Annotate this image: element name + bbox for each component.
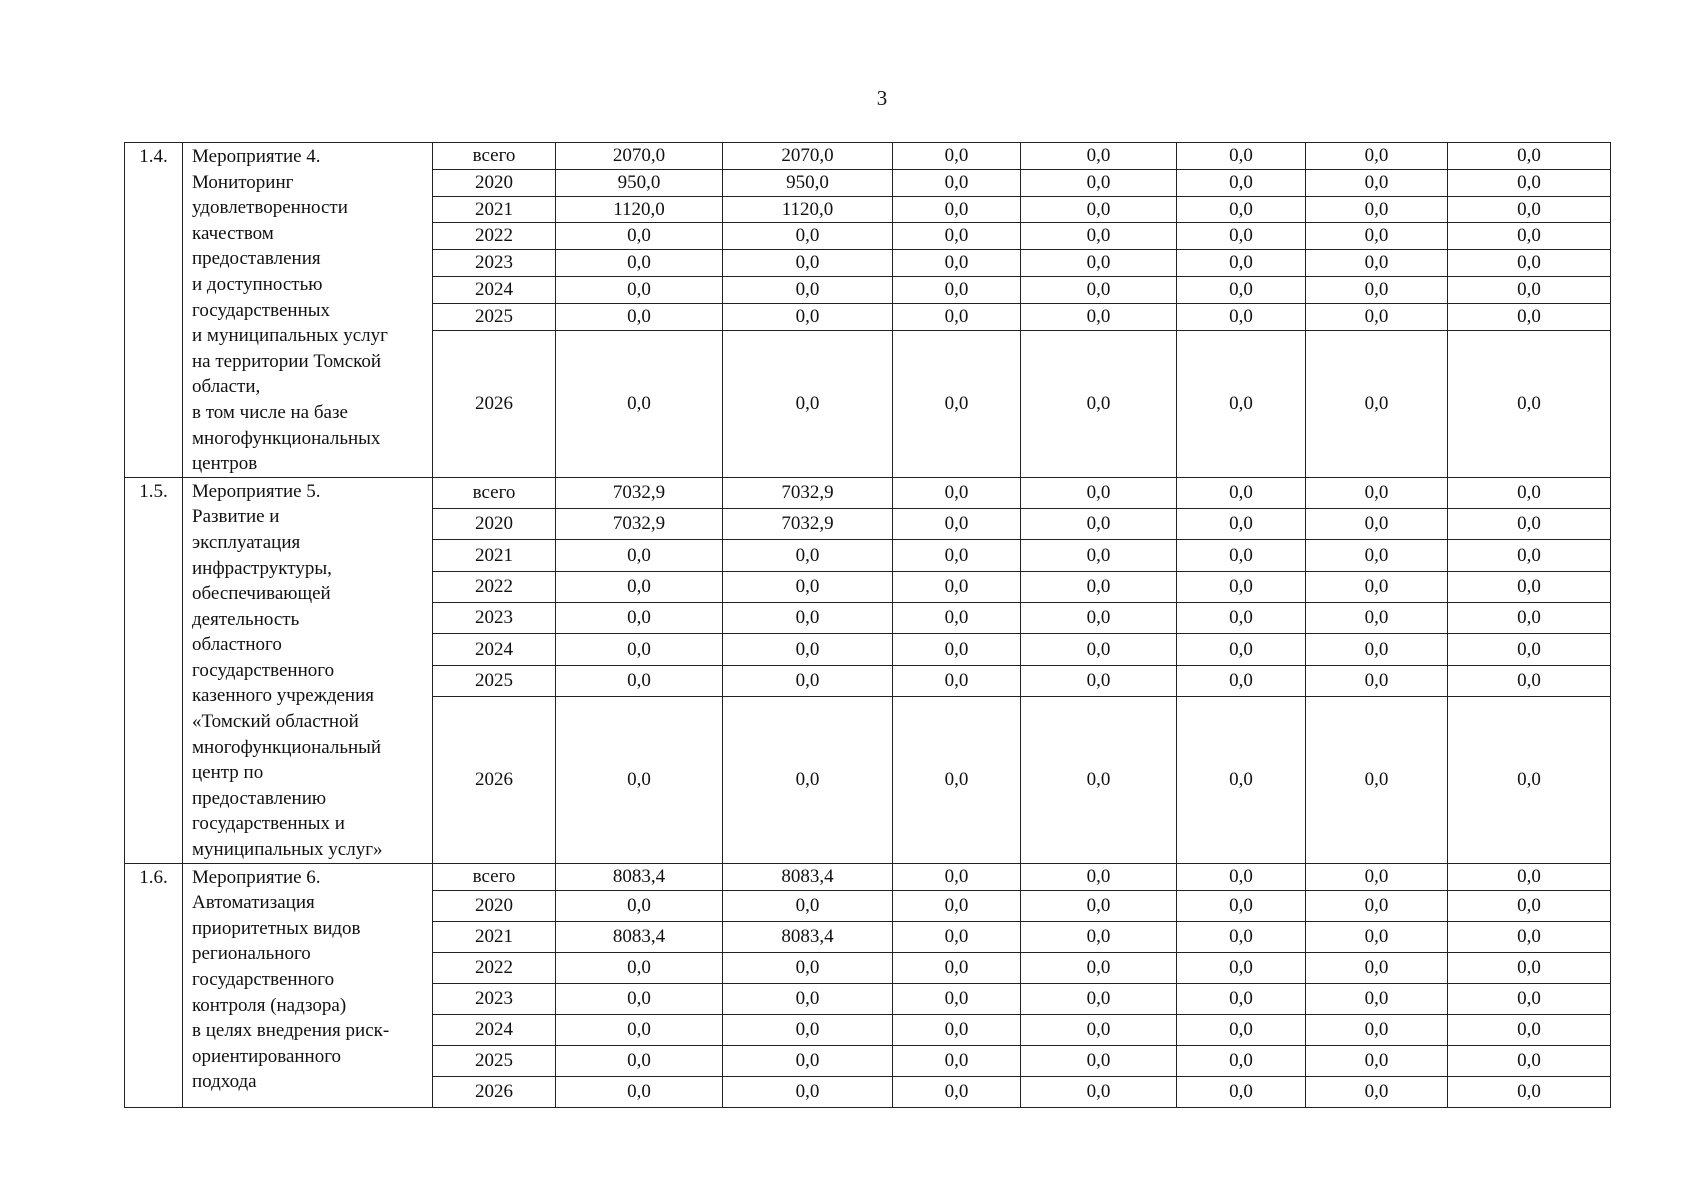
year-cell: 2021 — [433, 921, 556, 952]
value-cell: 0,0 — [723, 330, 893, 477]
measure-name-line: центров — [192, 453, 258, 475]
measure-name-line: на территории Томской — [192, 350, 382, 372]
value-cell: 0,0 — [1448, 1045, 1611, 1076]
measure-name-line: эксплуатация — [192, 531, 301, 553]
value-cell: 0,0 — [1448, 696, 1611, 863]
value-cell: 0,0 — [1306, 1045, 1448, 1076]
value-cell: 950,0 — [556, 169, 723, 196]
year-cell: 2024 — [433, 276, 556, 303]
value-cell: 0,0 — [1306, 509, 1448, 540]
value-cell: 0,0 — [1177, 696, 1306, 863]
value-cell: 0,0 — [1448, 330, 1611, 477]
year-cell: всего — [433, 477, 556, 508]
measure-name-line: государственных — [192, 299, 331, 321]
value-cell: 0,0 — [556, 571, 723, 602]
value-cell: 0,0 — [893, 952, 1021, 983]
value-cell: 8083,4 — [723, 921, 893, 952]
measure-name-line: многофункциональных — [192, 427, 381, 449]
value-cell: 0,0 — [556, 223, 723, 250]
measure-number: 1.5. — [125, 477, 183, 863]
value-cell: 0,0 — [1021, 890, 1177, 921]
value-cell: 0,0 — [1448, 540, 1611, 571]
value-cell: 0,0 — [723, 696, 893, 863]
value-cell: 0,0 — [1448, 477, 1611, 508]
value-cell: 2070,0 — [723, 143, 893, 170]
value-cell: 7032,9 — [723, 477, 893, 508]
value-cell: 0,0 — [1448, 1014, 1611, 1045]
value-cell: 0,0 — [1021, 1076, 1177, 1107]
table-body — [125, 143, 1611, 1108]
measure-name-line: Автоматизация — [192, 892, 315, 914]
value-cell: 0,0 — [893, 890, 1021, 921]
year-cell: 2021 — [433, 196, 556, 223]
value-cell: 0,0 — [1448, 509, 1611, 540]
value-cell: 0,0 — [1177, 143, 1306, 170]
year-cell: 2020 — [433, 509, 556, 540]
value-cell: 0,0 — [1021, 223, 1177, 250]
value-cell: 0,0 — [1021, 634, 1177, 665]
value-cell: 8083,4 — [556, 921, 723, 952]
measure-name-line: Мероприятие 4. — [192, 146, 321, 167]
value-cell: 0,0 — [893, 250, 1021, 277]
value-cell: 0,0 — [1448, 276, 1611, 303]
value-cell: 0,0 — [1448, 250, 1611, 277]
value-cell: 0,0 — [1177, 921, 1306, 952]
value-cell: 0,0 — [893, 276, 1021, 303]
year-cell: 2024 — [433, 634, 556, 665]
value-cell: 950,0 — [723, 169, 893, 196]
year-cell: 2026 — [433, 1076, 556, 1107]
value-cell: 0,0 — [1448, 1076, 1611, 1107]
value-cell: 0,0 — [556, 1045, 723, 1076]
value-cell: 0,0 — [1448, 223, 1611, 250]
value-cell: 0,0 — [556, 540, 723, 571]
value-cell: 0,0 — [1021, 665, 1177, 696]
value-cell: 8083,4 — [556, 863, 723, 890]
year-cell: 2020 — [433, 169, 556, 196]
value-cell: 0,0 — [1306, 169, 1448, 196]
year-cell: 2024 — [433, 1014, 556, 1045]
value-cell: 0,0 — [556, 602, 723, 633]
value-cell: 0,0 — [556, 303, 723, 330]
value-cell: 0,0 — [1177, 665, 1306, 696]
measure-name-line: обеспечивающей — [192, 583, 331, 605]
value-cell: 0,0 — [893, 540, 1021, 571]
measure-name-line: областного — [192, 634, 282, 656]
year-cell: 2022 — [433, 223, 556, 250]
value-cell: 0,0 — [723, 1014, 893, 1045]
measure-name-line: Мониторинг — [192, 171, 294, 193]
value-cell: 0,0 — [1306, 952, 1448, 983]
value-cell: 0,0 — [893, 634, 1021, 665]
measure-name-line: подхода — [192, 1071, 257, 1093]
value-cell: 0,0 — [556, 983, 723, 1014]
page-number: 3 — [876, 86, 888, 110]
measure-name-line: и доступностью — [192, 273, 323, 295]
year-cell: 2026 — [433, 696, 556, 863]
value-cell: 0,0 — [1306, 477, 1448, 508]
measure-first-row — [125, 863, 1611, 890]
value-cell: 0,0 — [1177, 303, 1306, 330]
value-cell: 1120,0 — [723, 196, 893, 223]
value-cell: 0,0 — [723, 952, 893, 983]
value-cell: 0,0 — [556, 250, 723, 277]
measure-name-line: Мероприятие 5. — [192, 480, 321, 502]
measure-name-line: в том числе на базе — [192, 401, 348, 423]
measure-name-line: Мероприятие 6. — [192, 866, 321, 888]
measure-name — [183, 863, 433, 1107]
measure-name-line: качеством — [192, 222, 274, 244]
measure-name-line: Развитие и — [192, 506, 280, 528]
value-cell: 0,0 — [723, 571, 893, 602]
budget-table — [124, 142, 1611, 1108]
value-cell: 0,0 — [723, 602, 893, 633]
measure-first-row — [125, 477, 1611, 508]
value-cell: 0,0 — [1306, 921, 1448, 952]
value-cell: 0,0 — [1306, 696, 1448, 863]
value-cell: 0,0 — [1306, 634, 1448, 665]
value-cell: 0,0 — [1306, 540, 1448, 571]
value-cell: 0,0 — [723, 1076, 893, 1107]
value-cell: 0,0 — [556, 952, 723, 983]
value-cell: 0,0 — [1177, 223, 1306, 250]
measure-name-line: регионального — [192, 943, 311, 965]
year-cell: 2025 — [433, 303, 556, 330]
value-cell: 0,0 — [1448, 196, 1611, 223]
value-cell: 0,0 — [723, 250, 893, 277]
year-cell: 2023 — [433, 983, 556, 1014]
value-cell: 0,0 — [1021, 509, 1177, 540]
value-cell: 0,0 — [1177, 540, 1306, 571]
measure-name-line: многофункциональный — [192, 736, 382, 758]
measure-name-line: государственного — [192, 659, 335, 681]
measure-first-row — [125, 143, 1611, 170]
value-cell: 0,0 — [556, 1076, 723, 1107]
value-cell: 0,0 — [1177, 890, 1306, 921]
value-cell: 0,0 — [723, 634, 893, 665]
measure-name-line: предоставления — [192, 248, 321, 270]
value-cell: 0,0 — [1448, 143, 1611, 170]
value-cell: 0,0 — [1306, 863, 1448, 890]
year-cell: 2026 — [433, 330, 556, 477]
value-cell: 0,0 — [1021, 952, 1177, 983]
value-cell: 0,0 — [1306, 223, 1448, 250]
value-cell: 0,0 — [1306, 330, 1448, 477]
value-cell: 0,0 — [1177, 1045, 1306, 1076]
value-cell: 0,0 — [1306, 983, 1448, 1014]
measure-name-line: муниципальных услуг» — [192, 839, 383, 861]
value-cell: 0,0 — [1448, 983, 1611, 1014]
measure-name-line: государственных и — [192, 813, 345, 835]
value-cell: 0,0 — [1021, 330, 1177, 477]
value-cell: 0,0 — [1177, 169, 1306, 196]
value-cell: 0,0 — [1177, 330, 1306, 477]
value-cell: 0,0 — [893, 1045, 1021, 1076]
value-cell: 0,0 — [556, 665, 723, 696]
year-cell: 2020 — [433, 890, 556, 921]
value-cell: 0,0 — [1021, 276, 1177, 303]
value-cell: 0,0 — [1448, 303, 1611, 330]
value-cell: 0,0 — [893, 509, 1021, 540]
value-cell: 0,0 — [556, 330, 723, 477]
value-cell: 0,0 — [1021, 540, 1177, 571]
measure-name-line: в целях внедрения риск- — [192, 1020, 390, 1042]
value-cell: 0,0 — [1021, 863, 1177, 890]
value-cell: 0,0 — [1448, 169, 1611, 196]
year-cell: 2025 — [433, 665, 556, 696]
value-cell: 0,0 — [1177, 250, 1306, 277]
value-cell: 0,0 — [1448, 602, 1611, 633]
value-cell: 0,0 — [893, 571, 1021, 602]
value-cell: 0,0 — [1021, 169, 1177, 196]
value-cell: 8083,4 — [723, 863, 893, 890]
measure-name-line: «Томский областной — [192, 711, 359, 733]
measure-name-line: контроля (надзора) — [192, 994, 347, 1016]
value-cell: 0,0 — [723, 890, 893, 921]
value-cell: 0,0 — [893, 143, 1021, 170]
value-cell: 0,0 — [1448, 571, 1611, 602]
year-cell: всего — [433, 143, 556, 170]
measure-name-line: государственного — [192, 969, 335, 990]
value-cell: 0,0 — [1021, 602, 1177, 633]
value-cell: 2070,0 — [556, 143, 723, 170]
year-cell: 2022 — [433, 952, 556, 983]
value-cell: 0,0 — [1306, 303, 1448, 330]
year-cell: 2022 — [433, 571, 556, 602]
measure-name-line: деятельность — [192, 608, 300, 630]
measure-name — [183, 143, 433, 478]
value-cell: 0,0 — [1448, 634, 1611, 665]
value-cell: 0,0 — [1177, 276, 1306, 303]
value-cell: 0,0 — [556, 890, 723, 921]
measure-name-line: предоставлению — [192, 787, 327, 809]
value-cell: 1120,0 — [556, 196, 723, 223]
value-cell: 0,0 — [893, 1076, 1021, 1107]
value-cell: 0,0 — [893, 303, 1021, 330]
value-cell: 0,0 — [893, 921, 1021, 952]
value-cell: 0,0 — [1021, 196, 1177, 223]
value-cell: 0,0 — [1021, 250, 1177, 277]
value-cell: 0,0 — [1021, 477, 1177, 508]
measure-name — [183, 477, 433, 863]
value-cell: 0,0 — [556, 1014, 723, 1045]
value-cell: 0,0 — [1177, 571, 1306, 602]
value-cell: 0,0 — [893, 196, 1021, 223]
value-cell: 0,0 — [893, 983, 1021, 1014]
value-cell: 0,0 — [893, 863, 1021, 890]
value-cell: 0,0 — [1448, 921, 1611, 952]
value-cell: 0,0 — [1177, 196, 1306, 223]
value-cell: 7032,9 — [723, 509, 893, 540]
value-cell: 0,0 — [1306, 1014, 1448, 1045]
measure-name-line: удовлетворенности — [192, 197, 348, 219]
year-cell: всего — [433, 863, 556, 890]
value-cell: 0,0 — [723, 276, 893, 303]
value-cell: 0,0 — [1306, 276, 1448, 303]
value-cell: 0,0 — [556, 276, 723, 303]
value-cell: 7032,9 — [556, 509, 723, 540]
value-cell: 0,0 — [1021, 921, 1177, 952]
value-cell: 0,0 — [1306, 196, 1448, 223]
value-cell: 0,0 — [1021, 1045, 1177, 1076]
value-cell: 0,0 — [1177, 634, 1306, 665]
value-cell: 0,0 — [1306, 890, 1448, 921]
measure-number: 1.6. — [125, 863, 183, 1107]
value-cell: 0,0 — [1306, 571, 1448, 602]
value-cell: 0,0 — [723, 665, 893, 696]
value-cell: 0,0 — [1177, 1076, 1306, 1107]
value-cell: 0,0 — [1021, 696, 1177, 863]
measure-name-line: приоритетных видов — [192, 917, 361, 939]
value-cell: 0,0 — [893, 696, 1021, 863]
measure-name-line: и муниципальных услуг — [192, 325, 388, 347]
measure-name-line: центр по — [192, 762, 264, 784]
value-cell: 0,0 — [556, 696, 723, 863]
value-cell: 0,0 — [1177, 1014, 1306, 1045]
value-cell: 0,0 — [723, 1045, 893, 1076]
measure-name-line: казенного учреждения — [192, 685, 375, 707]
value-cell: 0,0 — [1177, 509, 1306, 540]
value-cell: 0,0 — [1177, 602, 1306, 633]
value-cell: 0,0 — [1306, 665, 1448, 696]
year-cell: 2025 — [433, 1045, 556, 1076]
value-cell: 0,0 — [1021, 303, 1177, 330]
value-cell: 0,0 — [1306, 1076, 1448, 1107]
value-cell: 0,0 — [1177, 952, 1306, 983]
value-cell: 0,0 — [1177, 983, 1306, 1014]
measure-name-line: инфраструктуры, — [192, 557, 332, 579]
value-cell: 0,0 — [1021, 1014, 1177, 1045]
year-cell: 2023 — [433, 250, 556, 277]
value-cell: 0,0 — [1021, 983, 1177, 1014]
value-cell: 0,0 — [1021, 571, 1177, 602]
measure-name-line: области, — [192, 376, 261, 398]
value-cell: 0,0 — [723, 303, 893, 330]
value-cell: 0,0 — [1177, 477, 1306, 508]
year-cell: 2023 — [433, 602, 556, 633]
value-cell: 0,0 — [1448, 952, 1611, 983]
measure-number: 1.4. — [125, 143, 183, 478]
value-cell: 0,0 — [1177, 863, 1306, 890]
value-cell: 0,0 — [893, 1014, 1021, 1045]
value-cell: 7032,9 — [556, 477, 723, 508]
value-cell: 0,0 — [893, 477, 1021, 508]
value-cell: 0,0 — [1448, 665, 1611, 696]
value-cell: 0,0 — [893, 330, 1021, 477]
value-cell: 0,0 — [893, 665, 1021, 696]
value-cell: 0,0 — [1306, 602, 1448, 633]
value-cell: 0,0 — [1448, 890, 1611, 921]
value-cell: 0,0 — [723, 223, 893, 250]
value-cell: 0,0 — [893, 223, 1021, 250]
value-cell: 0,0 — [556, 634, 723, 665]
value-cell: 0,0 — [1021, 143, 1177, 170]
value-cell: 0,0 — [893, 602, 1021, 633]
value-cell: 0,0 — [893, 169, 1021, 196]
year-cell: 2021 — [433, 540, 556, 571]
value-cell: 0,0 — [1448, 863, 1611, 890]
measure-name-line: ориентированного — [192, 1045, 342, 1067]
value-cell: 0,0 — [723, 983, 893, 1014]
value-cell: 0,0 — [1306, 250, 1448, 277]
value-cell: 0,0 — [723, 540, 893, 571]
value-cell: 0,0 — [1306, 143, 1448, 170]
